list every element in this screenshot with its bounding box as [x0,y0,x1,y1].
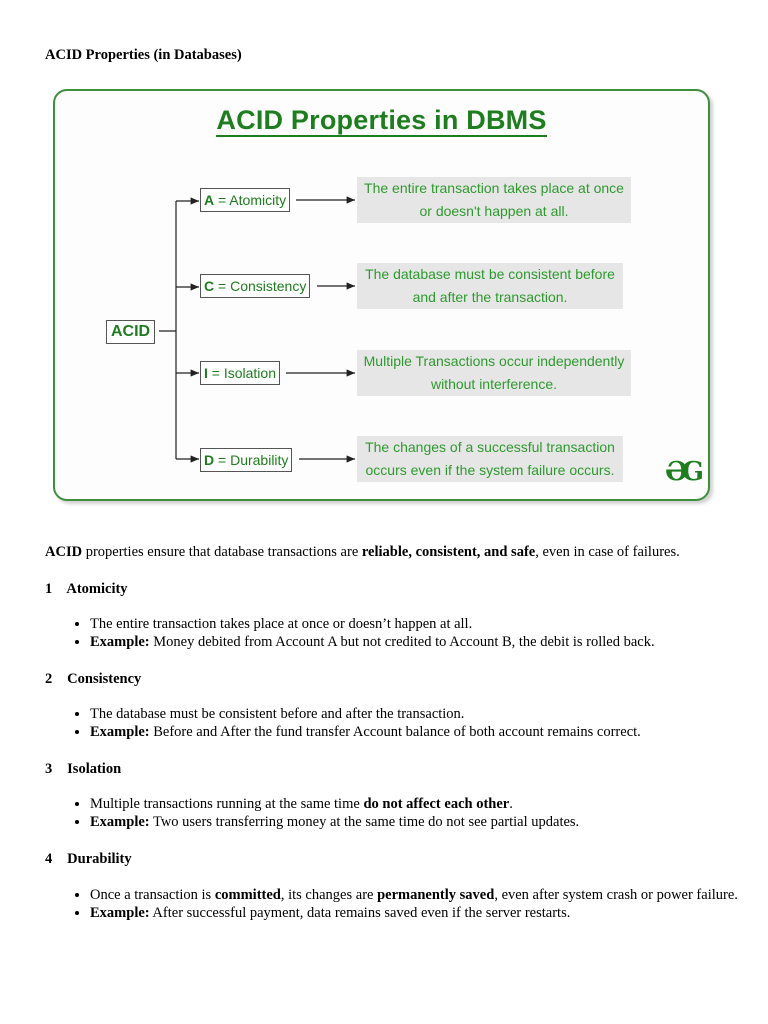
list-item: • Example: Two users transferring money at the same time do not see partial updates. [90,814,768,832]
list-item: • Example: After successful payment, data remains saved even if the server restarts. [90,905,768,923]
consistency-description: The database must be consistent before and after the transaction. [357,263,623,309]
section-heading-consistency: 2⃣ Consistency [45,671,142,687]
list-item: • Once a transaction is committed, its changes are permanently saved, even after system crash or power failure. [90,887,768,905]
diagram-title: ACID Properties in DBMS [216,105,547,135]
list-item: • Multiple transactions running at the same time do not affect each other. [90,796,768,814]
durability-description: The changes of a successful transaction occurs even if the system failure occurs. [357,436,623,482]
list-item: • Example: Money debited from Account A but not credited to Account B, the debit is rolled back. [90,634,768,652]
section-heading-durability: 4⃣ Durability [45,851,132,867]
list-item: • Example: Before and After the fund transfer Account balance of both account remains correct. [90,724,768,742]
page-title: ACID Properties (in Databases) [45,47,242,63]
atomicity-box: A = Atomicity [200,188,290,212]
section-heading-atomicity: 1⃣ Atomicity [45,581,128,597]
intro-paragraph: ACID properties ensure that database transactions are reliable, consistent, and safe, even in case of failures. [45,544,680,560]
isolation-list [45,796,768,831]
durability-box: D = Durability [200,448,292,472]
acid-diagram [53,89,710,501]
durability-list [45,887,768,922]
gfg-logo: ƏG [665,457,698,487]
acid-root-box: ACID [106,320,155,344]
section-heading-isolation: 3⃣ Isolation [45,761,122,777]
isolation-description: Multiple Transactions occur independently without interference. [357,350,631,396]
isolation-box: I = Isolation [200,361,280,385]
list-item: • The entire transaction takes place at once or doesn’t happen at all. [90,616,768,634]
consistency-box: C = Consistency [200,274,310,298]
list-item: • The database must be consistent before and after the transaction. [90,706,768,724]
atomicity-description: The entire transaction takes place at once or doesn't happen at all. [357,177,631,223]
consistency-list [45,706,768,741]
atomicity-list [45,616,768,651]
